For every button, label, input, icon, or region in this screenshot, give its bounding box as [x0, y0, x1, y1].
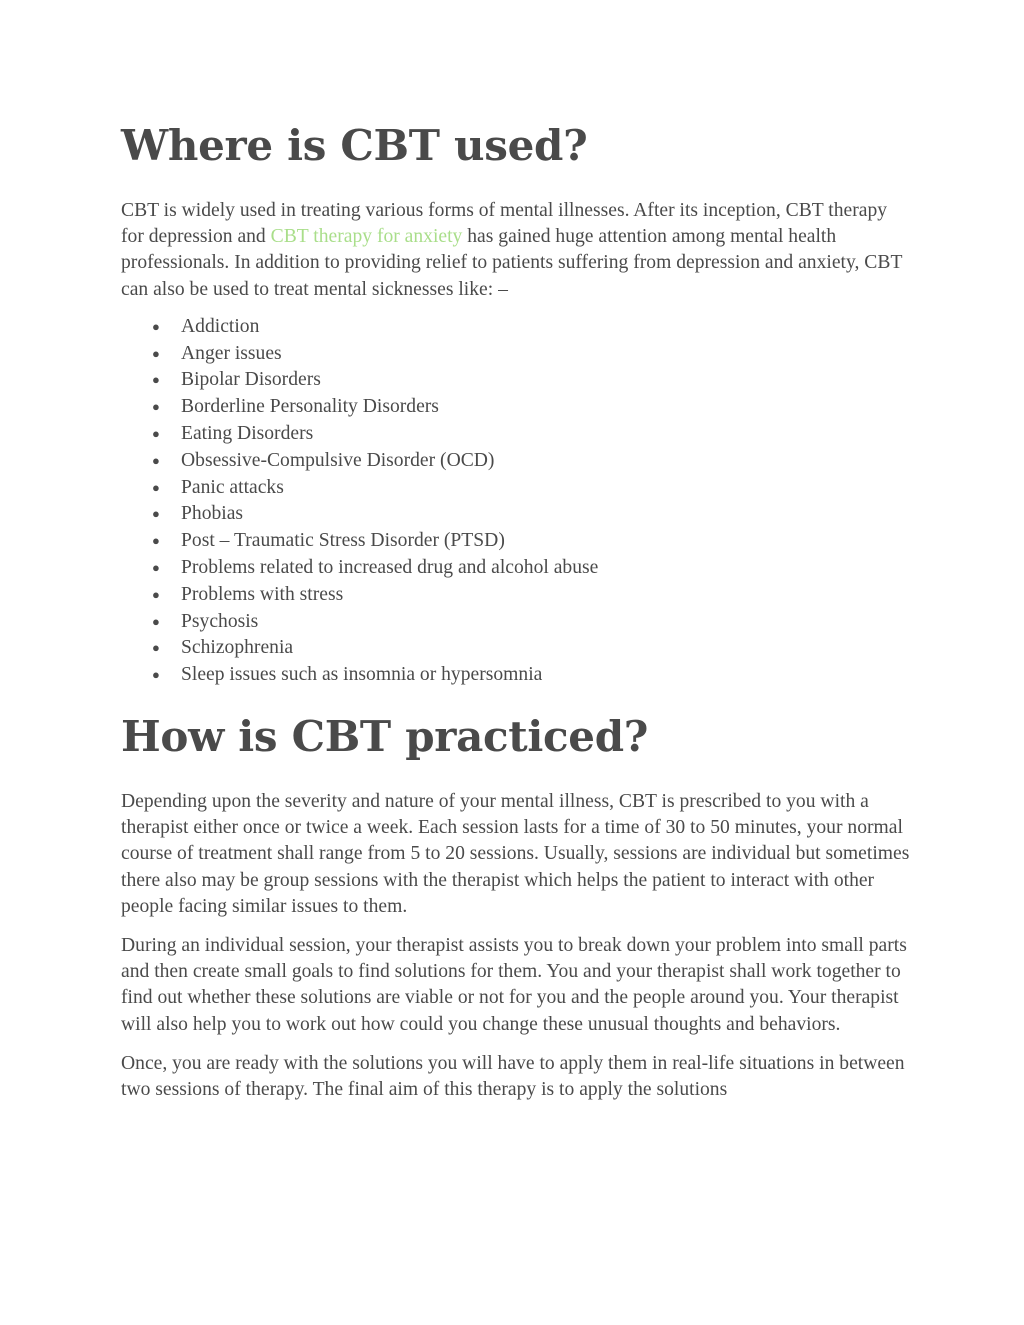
list-item-text: Problems with stress [181, 583, 344, 605]
list-item-text: Borderline Personality Disorders [181, 396, 439, 418]
list-item [121, 367, 911, 394]
bullet-icon: ● [152, 667, 160, 683]
list-item-text: Addiction [181, 315, 260, 337]
list-item-text: Phobias [181, 503, 244, 525]
body-paragraph: Depending upon the severity and nature of your mental illness, CBT is prescribed to you with a therapist either once or twice a week. Each session lasts for a time of 30 to 50 minutes, your normal course of treatment shall range from 5 to 20 sessions. Usually, sessions are individual but sometimes there also may be group sessions with the therapist which helps the patient to interact with other people facing similar issues to them. [121, 790, 910, 917]
bullet-icon: ● [152, 586, 160, 602]
conditions-list [121, 314, 911, 689]
bullet-icon: ● [152, 426, 160, 441]
list-item [121, 528, 911, 555]
list-item [121, 421, 911, 448]
list-item [121, 314, 911, 341]
list-item-text: Obsessive-Compulsive Disorder (OCD) [181, 449, 495, 471]
bullet-icon: ● [152, 399, 160, 415]
document-page [121, 118, 911, 1116]
list-item-text: Sleep issues such as insomnia or hypersomnia [181, 664, 543, 686]
list-item [121, 555, 911, 582]
bullet-icon: ● [152, 345, 160, 361]
heading-where-is-cbt-used: Where is CBT used? [121, 121, 588, 170]
list-item-text: Post – Traumatic Stress Disorder (PTSD) [181, 530, 505, 552]
body-paragraph: Once, you are ready with the solutions you will have to apply them in real-life situations in between two sessions of therapy. The final aim of this therapy is to apply the solutions [121, 1052, 905, 1100]
list-item-text: Panic attacks [181, 476, 284, 498]
list-item [121, 582, 911, 609]
list-item [121, 394, 911, 421]
body-paragraph: During an individual session, your therapist assists you to break down your problem into small parts and then create small goals to find solutions for them. You and your therapist shall work together to find out whether these solutions are viable or not for you and the people around you. Your therapist will also help you to work out how could you change these unusual thoughts and behaviors. [121, 934, 907, 1035]
list-item-text: Eating Disorders [181, 423, 314, 444]
list-item [121, 609, 911, 636]
list-item-text: Problems related to increased drug and alcohol abuse [181, 556, 599, 578]
list-item [121, 341, 911, 368]
bullet-icon: ● [152, 372, 160, 388]
list-item-text: Bipolar Disorders [181, 369, 321, 391]
bullet-icon: ● [152, 452, 160, 468]
intro-text-start: CBT is widely used in treating various forms of mental illnesses. After its inception, CBT therapy for depression and [121, 200, 888, 248]
cbt-anxiety-link[interactable]: CBT therapy for anxiety [270, 226, 463, 248]
intro-text-end: has gained huge attention among mental health professionals. In addition to providing relief to patients suffering from depression and anxiety, CBT can also be used to treat mental sicknesses like: – [121, 226, 903, 300]
bullet-icon: ● [152, 506, 160, 522]
list-item [121, 475, 911, 502]
list-item-text: Schizophrenia [181, 637, 294, 659]
bullet-icon: ● [152, 613, 160, 629]
list-item [121, 635, 911, 662]
list-item-text: Anger issues [181, 342, 282, 364]
bullet-icon: ● [152, 318, 160, 334]
bullet-icon: ● [152, 559, 160, 575]
heading-how-is-cbt-practiced: How is CBT practiced? [121, 711, 649, 761]
intro-paragraph [121, 198, 911, 303]
bullet-icon: ● [152, 640, 160, 656]
bullet-icon: ● [152, 533, 160, 549]
list-item-text: Psychosis [181, 610, 259, 632]
list-item [121, 662, 911, 689]
list-item [121, 448, 911, 475]
bullet-icon: ● [152, 479, 160, 495]
list-item [121, 501, 911, 528]
